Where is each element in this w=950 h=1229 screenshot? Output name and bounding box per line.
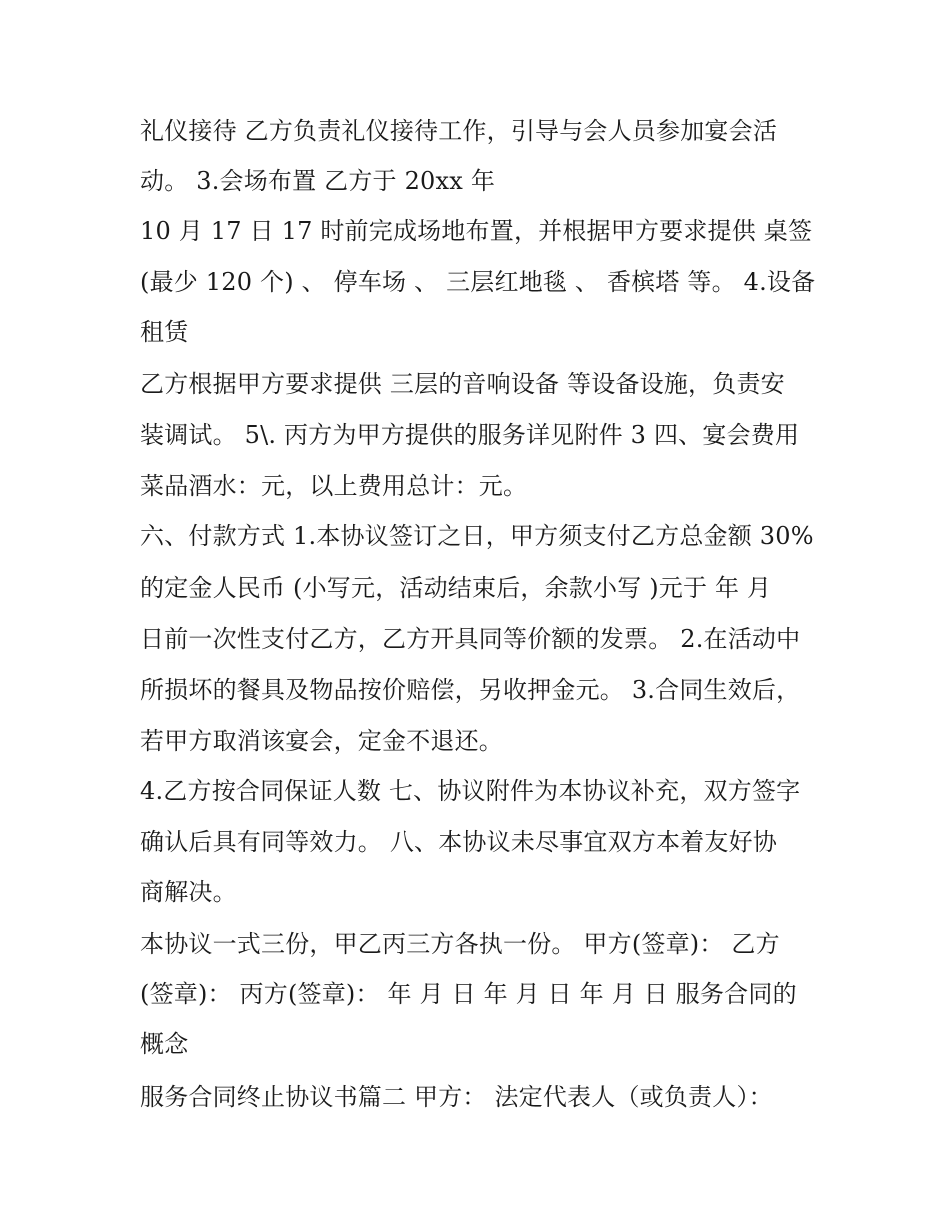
text-line: 装调试。 5\. 丙方为甲方提供的服务详见附件 3 四、宴会费用 bbox=[140, 421, 800, 449]
text-line: 的定金人民币 (小写元，活动结束后，余款小写 )元于 年 月 bbox=[140, 574, 772, 602]
text-line: (最少 120 个) 、 停车场 、 三层红地毯 、 香槟塔 等。 4.设备 bbox=[140, 268, 816, 296]
text-line: 六、付款方式 1.本协议签订之日，甲方须支付乙方总金额 30% bbox=[140, 522, 814, 550]
text-line: 乙方根据甲方要求提供 三层的音响设备 等设备设施，负责安 bbox=[140, 370, 785, 398]
text-line: 日前一次性支付乙方，乙方开具同等价额的发票。 2.在活动中 bbox=[140, 625, 801, 653]
text-line: 菜品酒水：元，以上费用总计：元。 bbox=[140, 472, 528, 500]
text-line: 租赁 bbox=[140, 318, 189, 346]
text-line: 10 月 17 日 17 时前完成场地布置，并根据甲方要求提供 桌签 bbox=[140, 217, 813, 245]
text-line: 确认后具有同等效力。 八、本协议未尽事宜双方本着友好协 bbox=[140, 828, 778, 856]
text-line: 动。 3.会场布置 乙方于 20xx 年 bbox=[140, 167, 496, 195]
text-line: 若甲方取消该宴会，定金不退还。 bbox=[140, 727, 503, 755]
text-line: 本协议一式三份，甲乙丙三方各执一份。 甲方(签章)： 乙方 bbox=[140, 930, 780, 958]
text-line: 4.乙方按合同保证人数 七、协议附件为本协议补充，双方签字 bbox=[140, 777, 801, 805]
text-line: 所损坏的餐具及物品按价赔偿，另收押金元。 3.合同生效后， bbox=[140, 676, 801, 704]
text-line: 服务合同终止协议书篇二 甲方： 法定代表人（或负责人）： bbox=[140, 1083, 773, 1111]
text-line: (签章)： 丙方(签章)： 年 月 日 年 月 日 年 月 日 服务合同的 bbox=[140, 980, 797, 1008]
text-line: 礼仪接待 乙方负责礼仪接待工作，引导与会人员参加宴会活 bbox=[140, 117, 778, 145]
text-line: 商解决。 bbox=[140, 878, 237, 906]
text-line: 概念 bbox=[140, 1030, 189, 1058]
